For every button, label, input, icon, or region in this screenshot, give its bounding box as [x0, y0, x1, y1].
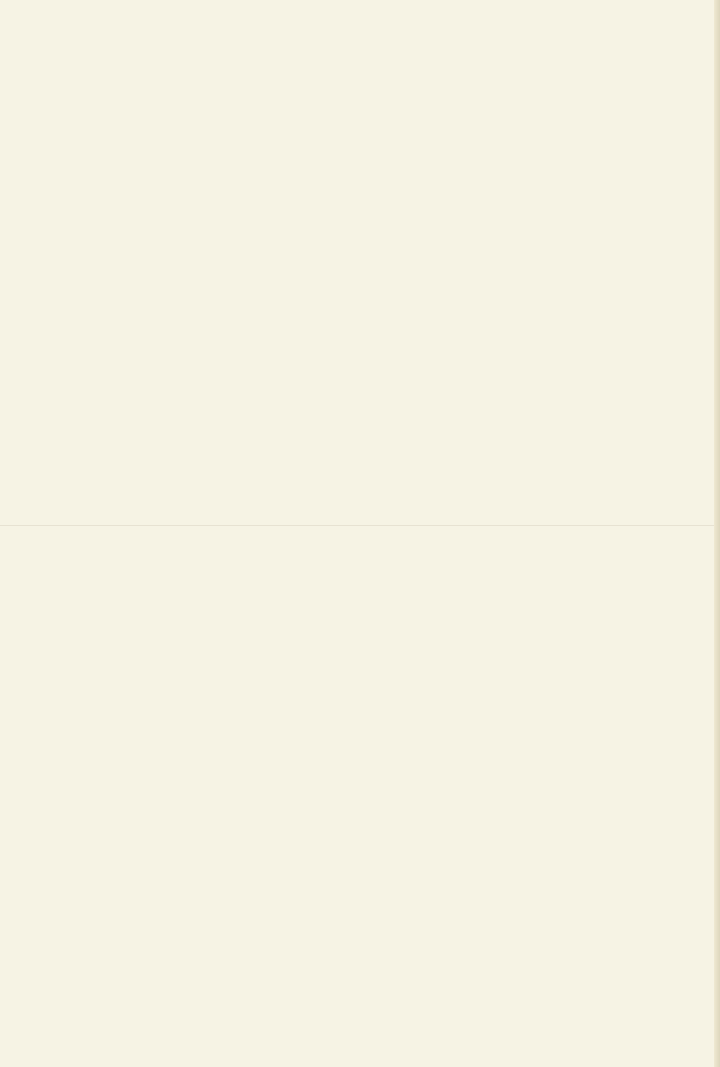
- paper-fold: [0, 525, 720, 526]
- paper-edge: [714, 0, 720, 1067]
